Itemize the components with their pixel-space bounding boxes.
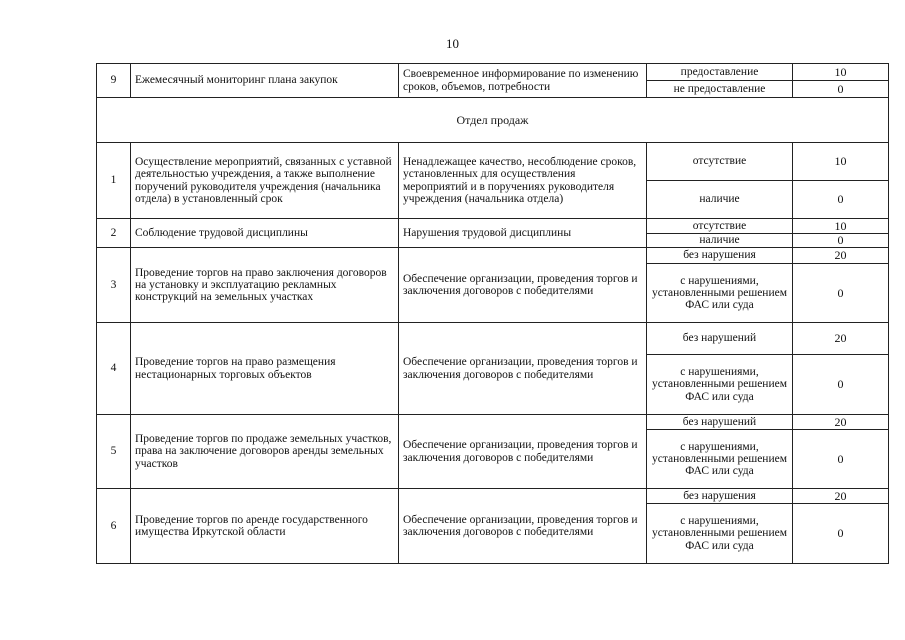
row-number: 3 (97, 248, 131, 323)
activity-cell: Ежемесячный мониторинг плана закупок (131, 64, 399, 98)
indicator-cell: Нарушения трудовой дисциплины (399, 219, 647, 248)
row-number: 6 (97, 489, 131, 564)
page-number: 10 (446, 36, 459, 51)
criterion-cell: наличие (647, 181, 793, 219)
row-number: 5 (97, 415, 131, 489)
section-title: Отдел продаж (97, 98, 889, 143)
score-cell: 20 (793, 248, 889, 264)
score-cell: 0 (793, 355, 889, 415)
table-row (97, 143, 889, 181)
criterion-cell: без нарушения (647, 248, 793, 264)
row-number: 2 (97, 219, 131, 248)
indicator-cell: Ненадлежащее качество, несоблюдение сроков, установленных для осуществления мероприятий и в поручениях руководителя учреждения (начальника отдела) (399, 143, 647, 219)
criterion-cell: наличие (647, 234, 793, 248)
criterion-cell: без нарушения (647, 489, 793, 504)
criterion-cell: отсутствие (647, 143, 793, 181)
score-cell: 20 (793, 415, 889, 430)
score-cell: 10 (793, 143, 889, 181)
criterion-cell: с нарушениями, установленными решением ФАС или суда (647, 264, 793, 323)
score-cell: 0 (793, 504, 889, 564)
section-row (97, 98, 889, 143)
criterion-cell: без нарушений (647, 323, 793, 355)
activity-cell: Проведение торгов по продаже земельных участков, права на заключение договоров аренды земельных участков (131, 415, 399, 489)
score-cell: 0 (793, 430, 889, 489)
score-cell: 0 (793, 81, 889, 98)
table-row (97, 323, 889, 355)
table-row (97, 219, 889, 234)
criterion-cell: с нарушениями, установленными решением ФАС или суда (647, 430, 793, 489)
activity-cell: Проведение торгов на право размещения нестационарных торговых объектов (131, 323, 399, 415)
criterion-cell: с нарушениями, установленными решением ФАС или суда (647, 504, 793, 564)
criterion-cell: предоставление (647, 64, 793, 81)
score-cell: 20 (793, 323, 889, 355)
criterion-cell: с нарушениями, установленными решением ФАС или суда (647, 355, 793, 415)
score-cell: 10 (793, 64, 889, 81)
activity-cell: Осуществление мероприятий, связанных с уставной деятельностью учреждения, а также выполнение поручений руководителя учреждения (начальника отдела) в установленный срок (131, 143, 399, 219)
table-row (97, 64, 889, 81)
activity-cell: Соблюдение трудовой дисциплины (131, 219, 399, 248)
score-cell: 0 (793, 234, 889, 248)
score-cell: 10 (793, 219, 889, 234)
score-cell: 0 (793, 264, 889, 323)
row-number: 1 (97, 143, 131, 219)
kpi-table (96, 63, 889, 564)
activity-cell: Проведение торгов по аренде государственного имущества Иркутской области (131, 489, 399, 564)
row-number: 4 (97, 323, 131, 415)
table-row (97, 248, 889, 264)
indicator-cell: Обеспечение организации, проведения торгов и заключения договоров с победителями (399, 415, 647, 489)
table-row (97, 415, 889, 430)
criterion-cell: без нарушений (647, 415, 793, 430)
indicator-cell: Обеспечение организации, проведения торгов и заключения договоров с победителями (399, 248, 647, 323)
score-cell: 20 (793, 489, 889, 504)
indicator-cell: Обеспечение организации, проведения торгов и заключения договоров с победителями (399, 489, 647, 564)
table-row (97, 489, 889, 504)
criterion-cell: отсутствие (647, 219, 793, 234)
criterion-cell: не предоставление (647, 81, 793, 98)
indicator-cell: Обеспечение организации, проведения торгов и заключения договоров с победителями (399, 323, 647, 415)
indicator-cell: Своевременное информирование по изменению сроков, объемов, потребности (399, 64, 647, 98)
score-cell: 0 (793, 181, 889, 219)
row-number: 9 (97, 64, 131, 98)
activity-cell: Проведение торгов на право заключения договоров на установку и эксплуатацию рекламных конструкций на земельных участках (131, 248, 399, 323)
